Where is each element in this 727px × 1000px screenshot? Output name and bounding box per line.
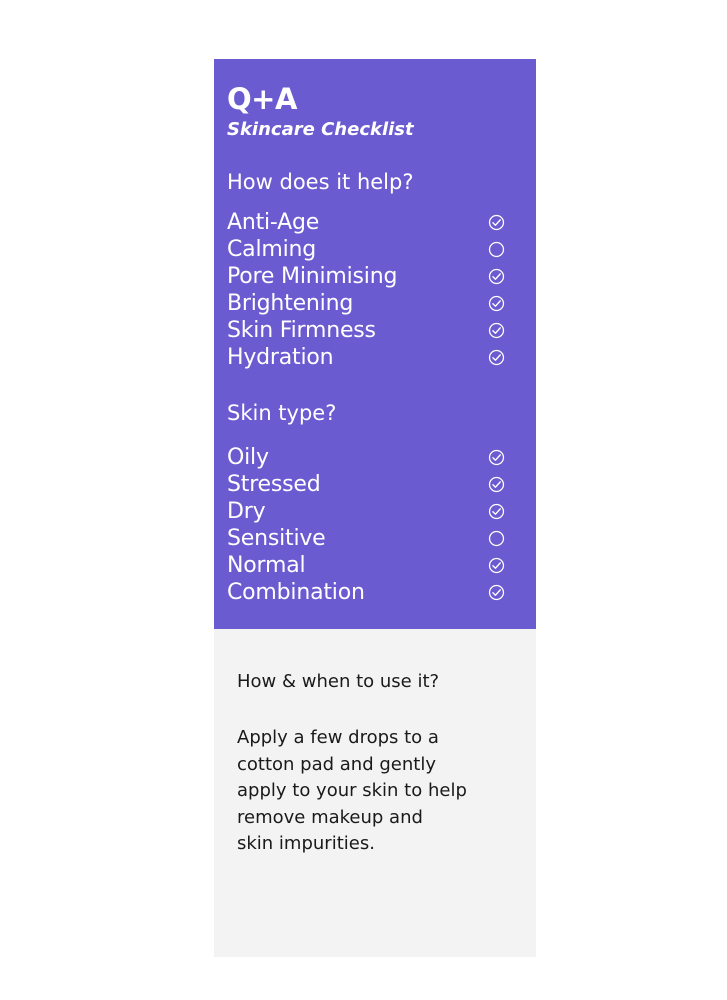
brand-logo: Q+A: [227, 82, 297, 116]
circle-check-icon: [488, 349, 505, 366]
circle-check-icon: [488, 295, 505, 312]
checklist-panel: [214, 59, 536, 629]
checklist-item-label: Combination: [227, 580, 365, 605]
usage-line: skin impurities.: [237, 833, 375, 854]
checklist-item: [227, 344, 505, 371]
circle-check-icon: [488, 449, 505, 466]
checklist-item: [227, 552, 505, 579]
usage-section: [214, 629, 536, 957]
circle-check-icon: [488, 322, 505, 339]
usage-line: remove makeup and: [237, 806, 423, 828]
empty-circle-icon: [488, 241, 505, 258]
usage-line: cotton pad and gently: [237, 753, 436, 775]
circle-check-icon: [488, 503, 505, 520]
circle-check-icon: [488, 476, 505, 493]
checklist-item-label: Oily: [227, 445, 269, 470]
checklist-item: [227, 236, 505, 263]
usage-title: How & when to use it?: [237, 671, 440, 692]
checklist-item: [227, 317, 505, 344]
checklist-item: [227, 444, 505, 471]
help-section-title: How does it help?: [227, 170, 414, 194]
checklist-item: [227, 579, 505, 606]
usage-line: Apply a few drops to a: [237, 727, 439, 748]
checklist-item: [227, 209, 505, 236]
empty-circle-icon: [488, 530, 505, 547]
checklist-item-label: Dry: [227, 499, 266, 524]
checklist-item: [227, 498, 505, 525]
checklist-item-label: Pore Minimising: [227, 264, 398, 289]
checklist-item-label: Skin Firmness: [227, 318, 376, 343]
checklist-item: [227, 525, 505, 552]
skin-type-list: [227, 444, 505, 606]
checklist-item-label: Anti-Age: [227, 210, 320, 235]
checklist-item: [227, 290, 505, 317]
checklist-item-label: Brightening: [227, 291, 354, 316]
checklist-item-label: Stressed: [227, 472, 321, 497]
checklist-item-label: Normal: [227, 553, 306, 578]
checklist-item-label: Hydration: [227, 345, 334, 370]
product-box: [214, 59, 536, 957]
skin-type-title: Skin type?: [227, 401, 337, 425]
circle-check-icon: [488, 214, 505, 231]
help-list: [227, 209, 505, 371]
checklist-item-label: Sensitive: [227, 526, 326, 551]
checklist-item: [227, 263, 505, 290]
circle-check-icon: [488, 557, 505, 574]
checklist-item: [227, 471, 505, 498]
circle-check-icon: [488, 268, 505, 285]
usage-line: apply to your skin to help: [237, 780, 467, 801]
circle-check-icon: [488, 584, 505, 601]
checklist-item-label: Calming: [227, 237, 317, 262]
usage-instructions: [237, 725, 522, 858]
checklist-subtitle: Skincare Checklist: [227, 119, 414, 140]
